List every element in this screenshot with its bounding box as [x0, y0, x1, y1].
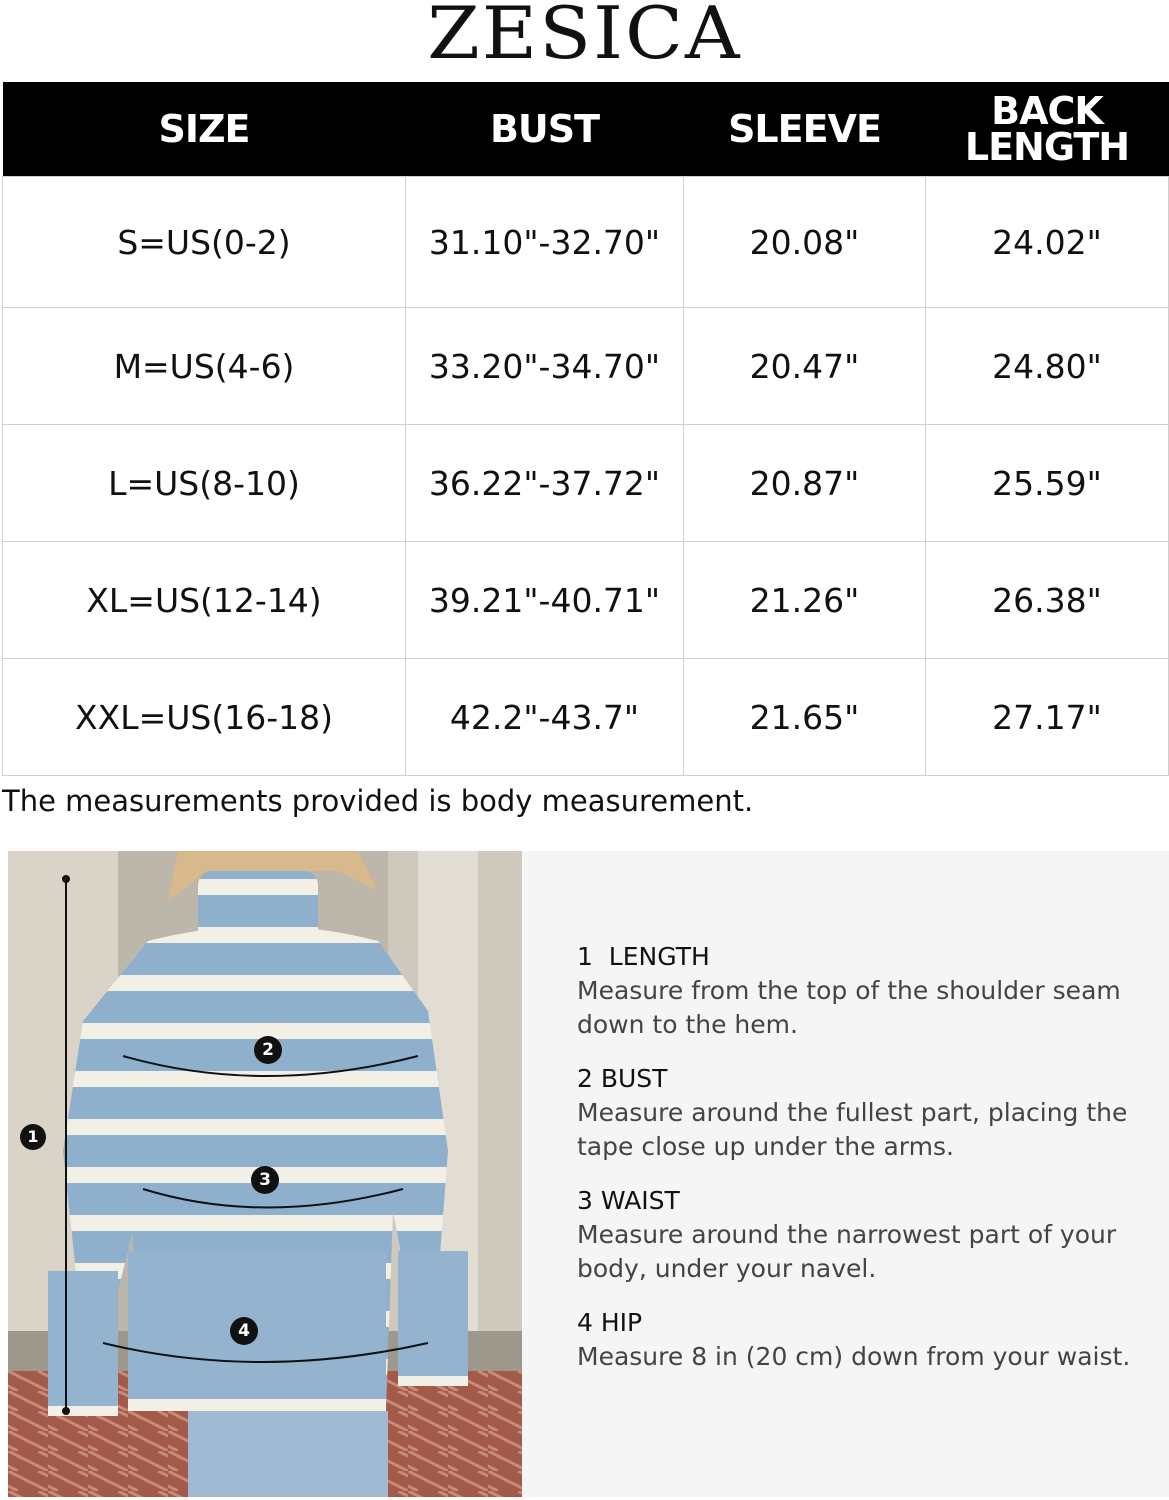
step-description: Measure around the fullest part, placing the tape close up under the arms.	[577, 1098, 1128, 1161]
table-row	[3, 177, 1169, 308]
marker-bust: 2	[254, 1036, 282, 1064]
header-size: SIZE	[3, 82, 406, 177]
cell-back-length: 24.02"	[926, 177, 1169, 308]
cell-sleeve: 20.47"	[684, 308, 926, 425]
cell-bust: 42.2"-43.7"	[406, 659, 684, 776]
cell-bust: 31.10"-32.70"	[406, 177, 684, 308]
step-length	[577, 940, 1157, 1042]
marker-waist: 3	[251, 1166, 279, 1194]
header-back-length: BACK LENGTH	[926, 82, 1169, 177]
cell-size: XL=US(12-14)	[3, 542, 406, 659]
cell-bust: 39.21"-40.71"	[406, 542, 684, 659]
cell-back-length: 25.59"	[926, 425, 1169, 542]
step-hip	[577, 1306, 1157, 1374]
size-chart-table	[2, 82, 1169, 776]
brand-logo: ZESICA	[427, 0, 742, 75]
model-photo	[8, 851, 522, 1497]
step-description: Measure around the narrowest part of your body, under your navel.	[577, 1220, 1117, 1283]
step-title: 1 LENGTH	[577, 942, 710, 971]
measurement-note: The measurements provided is body measurement.	[2, 784, 754, 818]
step-title: 2 BUST	[577, 1064, 668, 1093]
cell-size: S=US(0-2)	[3, 177, 406, 308]
table-row	[3, 425, 1169, 542]
cell-sleeve: 21.26"	[684, 542, 926, 659]
cell-back-length: 27.17"	[926, 659, 1169, 776]
step-title: 4 HIP	[577, 1308, 643, 1337]
cell-size: L=US(8-10)	[3, 425, 406, 542]
marker-length: 1	[20, 1124, 46, 1150]
step-bust	[577, 1062, 1157, 1164]
header-bust: BUST	[406, 82, 684, 177]
step-description: Measure from the top of the shoulder seam down to the hem.	[577, 976, 1121, 1039]
marker-hip: 4	[230, 1317, 258, 1345]
cell-size: M=US(4-6)	[3, 308, 406, 425]
table-row	[3, 308, 1169, 425]
table-row	[3, 542, 1169, 659]
cell-sleeve: 20.08"	[684, 177, 926, 308]
cell-bust: 36.22"-37.72"	[406, 425, 684, 542]
measurement-instructions	[577, 940, 1157, 1394]
cell-bust: 33.20"-34.70"	[406, 308, 684, 425]
cell-back-length: 26.38"	[926, 542, 1169, 659]
cell-back-length: 24.80"	[926, 308, 1169, 425]
table-header-row	[3, 82, 1169, 177]
cell-size: XXL=US(16-18)	[3, 659, 406, 776]
cell-sleeve: 21.65"	[684, 659, 926, 776]
header-sleeve: SLEEVE	[684, 82, 926, 177]
step-title: 3 WAIST	[577, 1186, 680, 1215]
step-waist	[577, 1184, 1157, 1286]
table-row	[3, 659, 1169, 776]
step-description: Measure 8 in (20 cm) down from your waist.	[577, 1342, 1131, 1371]
cell-sleeve: 20.87"	[684, 425, 926, 542]
